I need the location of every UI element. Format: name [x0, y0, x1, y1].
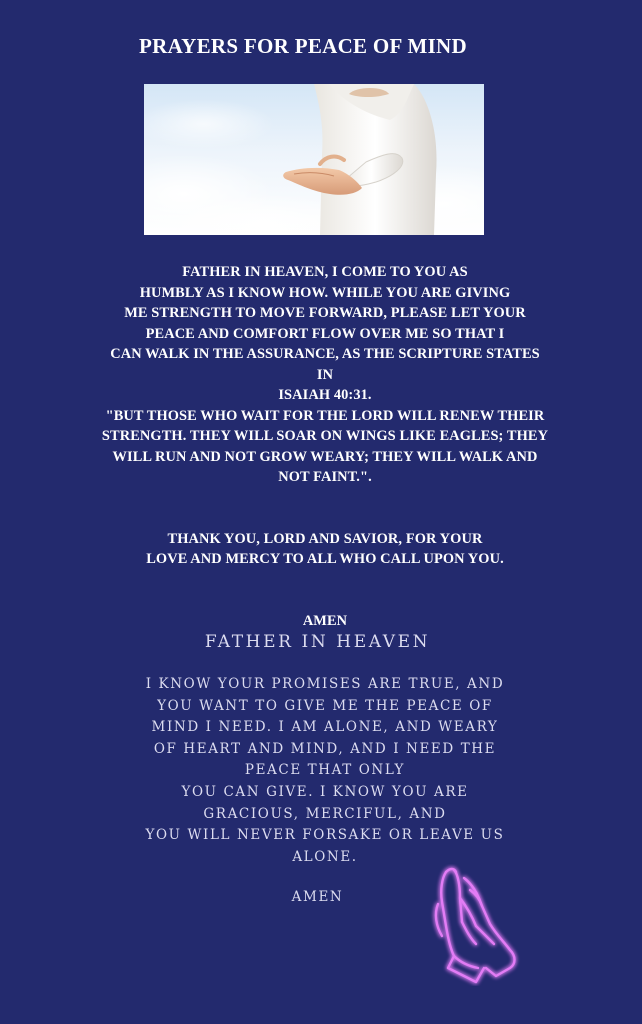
praying-hands-svg: [424, 864, 524, 986]
scripture-quote-line: STRENGTH. THEY WILL SOAR ON WINGS LIKE EAGLES; THEY: [101, 428, 549, 444]
prayer-two-line: YOU WILL NEVER FORSAKE OR LEAVE US: [145, 827, 505, 844]
prayer-two-line: YOU CAN GIVE. I KNOW YOU ARE: [181, 783, 469, 800]
prayer-two-line: OF HEART AND MIND, AND I NEED THE: [153, 740, 497, 757]
praying-hands-icon: [424, 864, 524, 986]
prayer-one-line: IN: [316, 366, 334, 383]
spacer: [90, 508, 560, 529]
prayer-two-line: PEACE THAT ONLY: [244, 762, 406, 779]
prayer-two-line: YOU WANT TO GIVE ME THE PEACE OF: [157, 697, 493, 714]
prayer-one-line: ME STRENGTH TO MOVE FORWARD, PLEASE LET YOUR: [124, 305, 526, 321]
scripture-reference: ISAIAH 40:31.: [278, 387, 372, 403]
scripture-quote-line: NOT FAINT.".: [278, 469, 372, 485]
hero-illustration: [144, 84, 484, 235]
prayer-one-line: PEACE AND COMFORT FLOW OVER ME SO THAT I: [145, 325, 505, 342]
spacer: [90, 488, 560, 509]
prayer-two-heading: FATHER IN HEAVEN: [204, 632, 431, 652]
prayer-one-line: CAN WALK IN THE ASSURANCE, AS THE SCRIPTURE STATES: [110, 346, 540, 362]
thanks-line: THANK YOU, LORD AND SAVIOR, FOR YOUR: [167, 530, 483, 547]
prayer-two-amen: AMEN: [291, 889, 344, 906]
prayer-one-line: HUMBLY AS I KNOW HOW. WHILE YOU ARE GIVING: [139, 284, 511, 301]
spacer: [90, 590, 560, 611]
scripture-quote-line: "BUT THOSE WHO WAIT FOR THE LORD WILL RENEW THEIR: [105, 407, 545, 424]
prayer-two-line: GRACIOUS, MERCIFUL, AND: [203, 805, 447, 822]
hero-image: [144, 84, 484, 235]
thanks-line: LOVE AND MERCY TO ALL WHO CALL UPON YOU.: [146, 551, 504, 567]
prayer-two-line: ALONE.: [292, 848, 358, 865]
prayer-one: [90, 262, 560, 631]
spacer: [90, 570, 560, 591]
prayer-one-amen: AMEN: [302, 612, 348, 629]
prayer-two-line: I KNOW YOUR PROMISES ARE TRUE, AND: [145, 676, 505, 692]
prayer-two-line: MIND I NEED. I AM ALONE, AND WEARY: [151, 719, 499, 736]
scripture-quote-line: WILL RUN AND NOT GROW WEARY; THEY WILL WALK AND: [112, 448, 538, 465]
page-title: PRAYERS FOR PEACE OF MIND: [139, 34, 467, 58]
prayer-one-line: FATHER IN HEAVEN, I COME TO YOU AS: [182, 264, 468, 280]
